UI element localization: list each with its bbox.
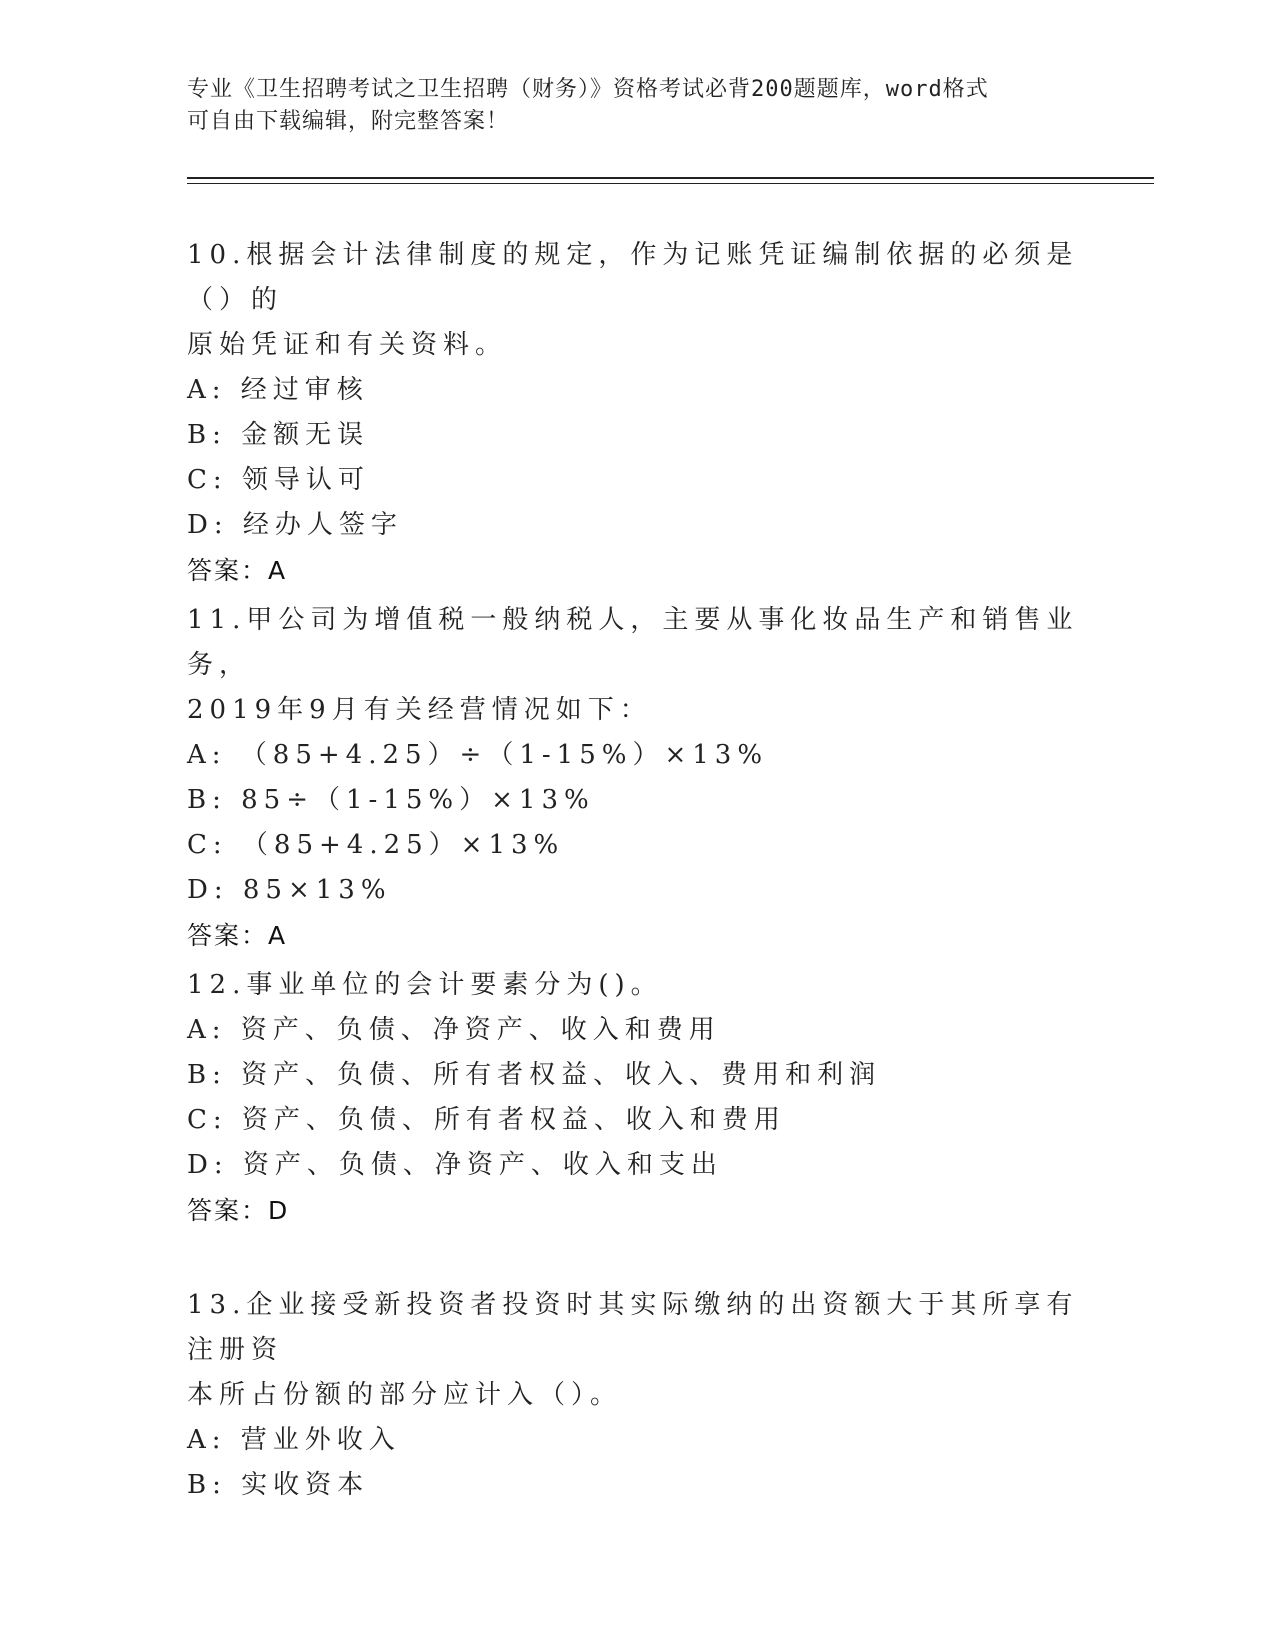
option-b: B: 资产、负债、所有者权益、收入、费用和利润 [187,1060,882,1090]
option-a: A: （85+4.25）÷（1-15%）×13% [187,740,769,770]
option-b: B: 85÷（1-15%）×13% [187,785,595,815]
question-stem-line: 11.甲公司为增值税一般纳税人，主要从事化妆品生产和销售业务， [187,605,1079,680]
answer-line: 答案：D [187,1196,290,1225]
question-13 [187,1283,1087,1508]
option-d: D: 经办人签字 [187,510,403,540]
header-divider-thin [187,183,1154,184]
option-a: A: 经过审核 [187,375,369,405]
question-stem-line: 13.企业接受新投资者投资时其实际缴纳的出资额大于其所享有注册资 [187,1290,1079,1365]
option-d: D: 资产、负债、净资产、收入和支出 [187,1150,723,1180]
option-b: B: 金额无误 [187,420,370,450]
option-b: B: 实收资本 [187,1470,370,1500]
option-c: C: （85+4.25）×13% [187,830,565,860]
option-a: A: 资产、负债、净资产、收入和费用 [187,1015,721,1045]
header-divider-thick [187,177,1154,179]
question-stem-line: 10.根据会计法律制度的规定，作为记账凭证编制依据的必须是（）的 [187,240,1079,315]
question-10 [187,233,1087,594]
document-header [187,74,1087,138]
header-line-1: 专业《卫生招聘考试之卫生招聘（财务）》资格考试必背200题题库，word格式 [187,77,989,102]
question-stem-line: 12.事业单位的会计要素分为()。 [187,970,663,1000]
option-c: C: 领导认可 [187,465,370,495]
question-stem-line: 本所占份额的部分应计入（）。 [187,1380,623,1410]
question-stem-line: 2019年9月有关经营情况如下： [187,695,652,725]
answer-line: 答案：A [187,921,288,950]
option-c: C: 资产、负债、所有者权益、收入和费用 [187,1105,786,1135]
option-a: A: 营业外收入 [187,1425,401,1455]
question-stem-line: 原始凭证和有关资料。 [187,330,508,360]
header-line-2: 可自由下载编辑，附完整答案！ [187,109,510,134]
answer-line: 答案：A [187,556,288,585]
option-d: D: 85×13% [187,875,392,905]
question-12 [187,963,1087,1234]
question-11 [187,598,1087,959]
